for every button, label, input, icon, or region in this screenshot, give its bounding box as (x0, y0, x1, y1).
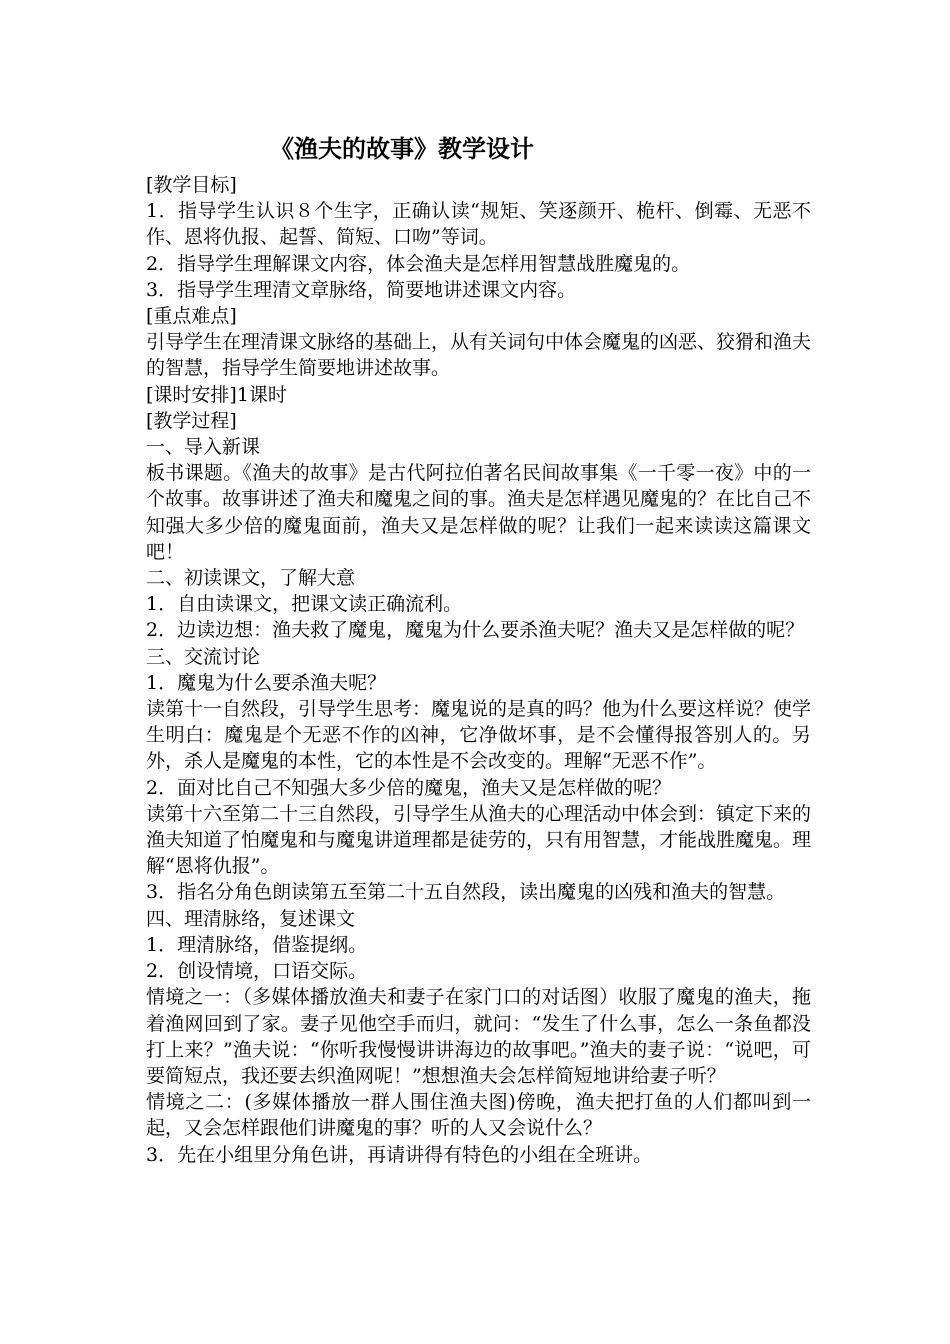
section-heading-process: [教学过程] (146, 409, 237, 432)
list-item: 1．魔鬼为什么要杀渔夫呢？ (146, 671, 387, 694)
step-heading: 一、导入新课 (146, 436, 261, 459)
step-heading: 三、交流讨论 (146, 645, 261, 668)
list-item: 1．自由读课文，把课文读正确流利。 (146, 593, 463, 616)
document-title: 《渔夫的故事》教学设计 (270, 135, 534, 163)
objective-item: 1．指导学生认识８个生字，正确认读“规矩、笑逐颜开、桅杆、倒霉、无恶不作、恩将仇报、起誓、简短、口吻”等词。 (146, 200, 811, 249)
section-heading-schedule: [课时安排]1课时 (146, 383, 287, 406)
list-item: 3．指名分角色朗读第五至第二十五自然段，读出魔鬼的凶残和渔夫的智慧。 (146, 881, 786, 904)
paragraph: 读第十六至第二十三自然段，引导学生从渔夫的心理活动中体会到：镇定下来的渔夫知道了怕魔鬼和与魔鬼讲道理都是徒劳的，只有用智慧，才能战胜魔鬼。理解“恩将仇报”。 (146, 802, 812, 878)
section-heading-key-points: [重点难点] (146, 305, 237, 328)
section-heading-objectives: [教学目标] (146, 174, 237, 196)
paragraph: 板书课题。《渔夫的故事》是古代阿拉伯著名民间故事集《一千零一夜》中的一个故事。故事讲述了渔夫和魔鬼之间的事。渔夫是怎样遇见魔鬼的？在比自己不知强大多少倍的魔鬼面前，渔夫又是怎样做的呢？让我们一起来读读这篇课文吧！ (146, 462, 812, 563)
step-heading: 四、理清脉络，复述课文 (146, 907, 356, 930)
objective-item: 2．指导学生理解课文内容，体会渔夫是怎样用智慧战胜魔鬼的。 (146, 252, 691, 275)
paragraph: 读第十一自然段，引导学生思考：魔鬼说的是真的吗？他为什么要这样说？使学生明白：魔鬼是个无恶不作的凶神，它净做坏事，是不会懂得报答别人的。另外，杀人是魔鬼的本性，它的本性是不会改变的。理解“无恶不作”。 (146, 698, 812, 773)
list-item: 3．先在小组里分角色讲，再请讲得有特色的小组在全班讲。 (146, 1143, 653, 1166)
document-body (146, 172, 811, 1168)
list-item: 2．边读边想：渔夫救了魔鬼，魔鬼为什么要杀渔夫呢？渔夫又是怎样做的呢？ (146, 619, 805, 642)
list-item: 1．理清脉络，借鉴提纲。 (146, 933, 368, 956)
step-heading: 二、初读课文，了解大意 (146, 567, 356, 590)
paragraph: 情境之二：(多媒体播放一群人围住渔夫图)傍晚，渔夫把打鱼的人们都叫到一起，又会怎样跟他们讲魔鬼的事？听的人又会说什么？ (146, 1091, 811, 1140)
list-item: 2．面对比自己不知强大多少倍的魔鬼，渔夫又是怎样做的呢？ (146, 776, 672, 799)
list-item: 2．创设情境，口语交际。 (146, 960, 368, 983)
objective-item: 3．指导学生理清文章脉络，简要地讲述课文内容。 (146, 278, 577, 301)
paragraph: 引导学生在理清课文脉络的基础上，从有关词句中体会魔鬼的凶恶、狡猾和渔夫的智慧，指导学生简要地讲述故事。 (146, 331, 812, 380)
paragraph: 情境之一：（多媒体播放渔夫和妻子在家门口的对话图）收服了魔鬼的渔夫，拖着渔网回到了家。妻子见他空手而归，就问：“发生了什么事，怎么一条鱼都没打上来？”渔夫说：“你听我慢慢讲讲海边的故事吧。”渔夫的妻子说：“说吧，可要简短点，我还要去织渔网呢！”想想渔夫会怎样简短地讲给妻子听？ (146, 986, 811, 1087)
